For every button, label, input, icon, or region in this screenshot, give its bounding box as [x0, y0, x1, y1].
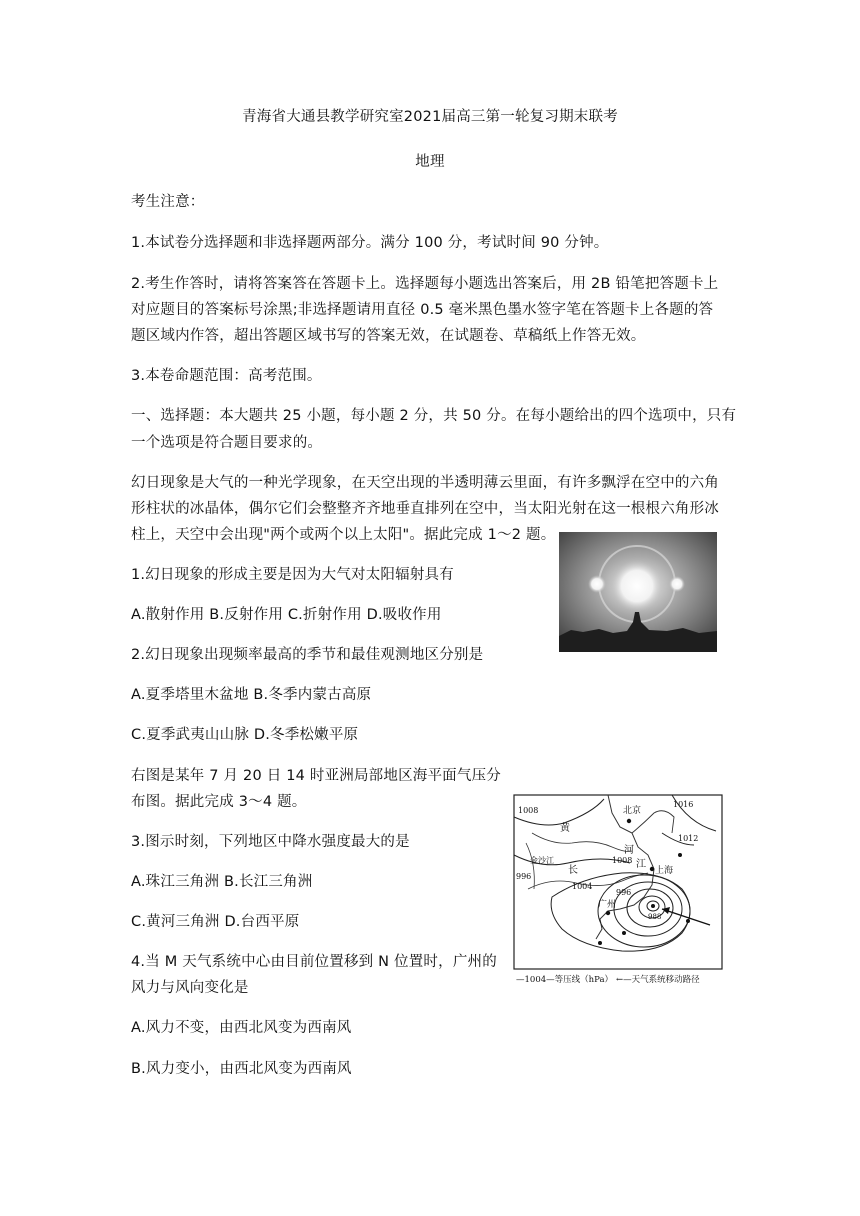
- isobar-label-988: 988: [648, 913, 662, 921]
- map-label-he: 河: [624, 845, 634, 856]
- notice-item-3: 3.本卷命题范围：高考范围。: [131, 368, 322, 384]
- isobar-label-1012: 1012: [678, 834, 699, 843]
- legend-movement-path: ←—天气系统移动路径: [616, 975, 700, 985]
- isobar-label-996-b: 996: [616, 888, 632, 897]
- isobar-label-1016: 1016: [673, 800, 694, 809]
- map-label-guangzhou: 广州: [598, 900, 617, 910]
- map-label-jinsha: 金沙江: [530, 856, 554, 865]
- map-label-chang: 长: [568, 865, 578, 876]
- q2-options-1: A.夏季塔里木盆地 B.冬季内蒙古高原: [131, 687, 372, 703]
- q3-stem: 3.图示时刻，下列地区中降水强度最大的是: [131, 834, 410, 850]
- notice-item-2-line-3: 题区域内作答，超出答题区域书写的答案无效，在试题卷、草稿纸上作答无效。: [131, 328, 646, 344]
- map-label-beijing: 北京: [623, 806, 642, 816]
- pressure-map-figure: [512, 793, 724, 989]
- notice-item-2-line-2: 对应题目的答案标号涂黑;非选择题请用直径 0.5 毫米黑色墨水签字笔在答题卡上各题的答: [131, 302, 714, 318]
- q4-stem-line-1: 4.当 M 天气系统中心由目前位置移到 N 位置时，广州的: [131, 954, 497, 970]
- notice-item-2-line-1: 2.考生作答时，请将答案答在答题卡上。选择题每小题选出答案后，用 2B 铅笔把答题卡上: [131, 276, 719, 292]
- passage-1-line-2: 形柱状的冰晶体，偶尔它们会整整齐齐地垂直排列在空中，当太阳光射在这一根根六角形冰: [131, 501, 719, 517]
- passage-1-line-3: 柱上，天空中会出现"两个或两个以上太阳"。据此完成 1～2 题。: [131, 527, 556, 543]
- isobar-label-1008-b: 1008: [612, 856, 633, 865]
- isobar-label-1008-a: 1008: [518, 806, 539, 815]
- map-label-huang: 黄: [560, 823, 570, 834]
- pressure-map: [512, 793, 724, 989]
- subject-title: 地理: [415, 154, 445, 170]
- q4-option-a: A.风力不变，由西北风变为西南风: [131, 1020, 352, 1036]
- section-1-line-2: 一个选项是符合题目要求的。: [131, 435, 323, 451]
- q2-options-2: C.夏季武夷山山脉 D.冬季松嫩平原: [131, 727, 359, 743]
- notice-heading: 考生注意：: [131, 194, 205, 210]
- sun-dog-photo-art: [559, 532, 717, 652]
- q4-stem-line-2: 风力与风向变化是: [131, 980, 249, 996]
- passage-1-line-1: 幻日现象是大气的一种光学现象，在天空出现的半透明薄云里面，有许多飘浮在空中的六角: [131, 475, 719, 491]
- map-label-jiang: 江: [636, 859, 646, 870]
- passage-2-line-1: 右图是某年 7 月 20 日 14 时亚洲局部地区海平面气压分: [131, 768, 501, 784]
- sun-dog-photo: [559, 532, 717, 652]
- q1-options: A.散射作用 B.反射作用 C.折射作用 D.吸收作用: [131, 607, 442, 623]
- passage-2-line-2: 布图。据此完成 3～4 题。: [131, 794, 307, 810]
- notice-item-1: 1.本试卷分选择题和非选择题两部分。满分 100 分，考试时间 90 分钟。: [131, 235, 609, 251]
- q1-stem: 1.幻日现象的形成主要是因为大气对太阳辐射具有: [131, 567, 454, 583]
- isobar-label-1004: 1004: [572, 882, 593, 891]
- map-label-shanghai: 上海: [655, 866, 674, 876]
- q3-options-1: A.珠江三角洲 B.长江三角洲: [131, 874, 313, 890]
- q4-option-b: B.风力变小，由西北风变为西南风: [131, 1061, 352, 1077]
- isobar-label-996-a: 996: [516, 872, 532, 881]
- q2-stem: 2.幻日现象出现频率最高的季节和最佳观测地区分别是: [131, 647, 484, 663]
- section-1-line-1: 一、选择题：本大题共 25 小题，每小题 2 分，共 50 分。在每小题给出的四个选项中，只有: [131, 408, 737, 424]
- legend-isobar: —1004—等压线（hPa）: [516, 975, 614, 985]
- exam-title: 青海省大通县教学研究室2021届高三第一轮复习期末联考: [242, 109, 618, 125]
- q3-options-2: C.黄河三角洲 D.台西平原: [131, 914, 300, 930]
